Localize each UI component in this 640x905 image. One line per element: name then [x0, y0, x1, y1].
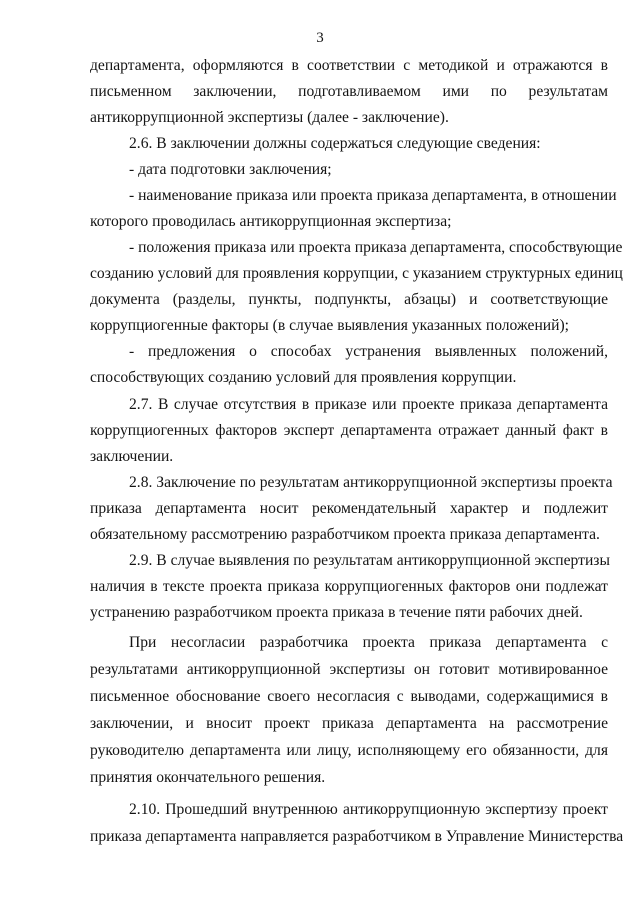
text-line: - предложения о способах устранения выявленных положений,: [129, 343, 608, 360]
text-line: которого проводилась антикоррупционная экспертиза;: [90, 213, 452, 230]
text-line: - наименование приказа или проекта приказа департамента, в отношении: [129, 187, 617, 204]
text-line: письменное обоснование своего несогласия с выводами, содержащимися в: [90, 688, 608, 705]
text-line: - положения приказа или проекта приказа департамента, способствующие: [129, 239, 623, 256]
text-line: обязательному рассмотрению разработчиком проекта приказа департамента.: [90, 526, 600, 543]
text-line: антикоррупционной экспертизы (далее - заключение).: [90, 109, 449, 126]
text-line: 2.10. Прошедший внутреннюю антикоррупционную экспертизу проект: [129, 801, 608, 818]
text-line: 2.6. В заключении должны содержаться следующие сведения:: [129, 135, 541, 152]
text-line: письменном заключении, подготавливаемом ими по результатам: [90, 83, 608, 100]
text-line: способствующих созданию условий для проявления коррупции.: [90, 369, 517, 386]
text-line: приказа департамента направляется разработчиком в Управление Министерства: [90, 828, 624, 845]
text-line: заключении, и вносит проект приказа департамента на рассмотрение: [90, 715, 608, 732]
text-line: созданию условий для проявления коррупции, с указанием структурных единиц: [90, 265, 623, 282]
text-line: коррупциогенные факторы (в случае выявления указанных положений);: [90, 317, 570, 334]
text-line: коррупциогенных факторов эксперт департамента отражает данный факт в: [90, 422, 608, 439]
text-line: При несогласии разработчика проекта приказа департамента с: [129, 634, 608, 651]
text-line: принятия окончательного решения.: [90, 769, 326, 786]
text-line: 2.9. В случае выявления по результатам антикоррупционной экспертизы: [129, 552, 610, 569]
text-line: приказа департамента носит рекомендательный характер и подлежит: [90, 500, 608, 517]
text-line: руководителю департамента или лицу, исполняющему его обязанности, для: [90, 742, 608, 759]
text-line: устранению разработчиком проекта приказа в течение пяти рабочих дней.: [90, 604, 583, 621]
text-line: документа (разделы, пункты, подпункты, абзацы) и соответствующие: [90, 291, 608, 308]
text-line: результатами антикоррупционной экспертизы он готовит мотивированное: [90, 661, 608, 678]
text-line: 2.8. Заключение по результатам антикоррупционной экспертизы проекта: [129, 474, 613, 491]
text-line: департамента, оформляются в соответствии с методикой и отражаются в: [90, 57, 608, 74]
text-line: 2.7. В случае отсутствия в приказе или проекте приказа департамента: [129, 396, 608, 413]
page-number: 3: [316, 30, 324, 46]
text-line: заключении.: [90, 448, 174, 465]
text-line: - дата подготовки заключения;: [129, 161, 332, 178]
text-line: наличия в тексте проекта приказа коррупциогенных факторов они подлежат: [90, 578, 608, 595]
